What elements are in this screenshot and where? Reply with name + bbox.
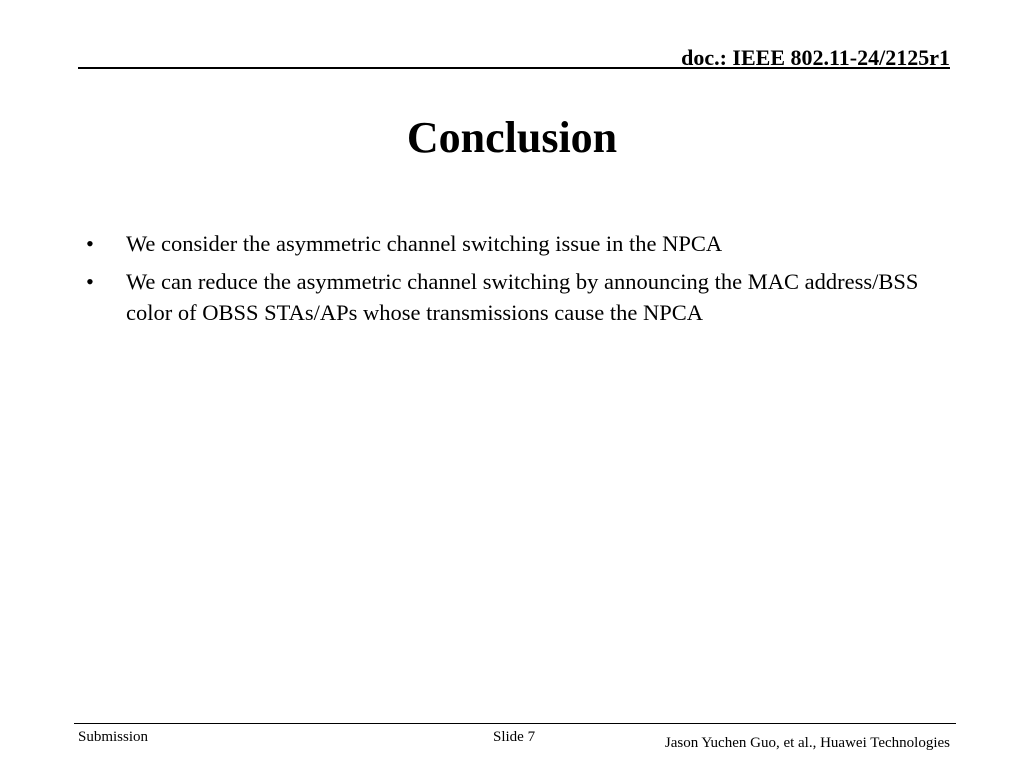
bullet-list bbox=[86, 228, 936, 335]
bullet-text: We consider the asymmetric channel switching issue in the NPCA bbox=[126, 231, 723, 256]
footer-divider bbox=[74, 723, 956, 724]
bullet-icon: • bbox=[86, 269, 94, 294]
bullet-item bbox=[86, 266, 936, 328]
bullet-text: We can reduce the asymmetric channel switching by announcing the MAC address/BSS color of OBSS STAs/APs whose transmissions cause the NPCA bbox=[126, 269, 919, 325]
footer-submission: Submission bbox=[78, 729, 149, 745]
slide-title: Conclusion bbox=[406, 113, 618, 162]
bullet-item bbox=[86, 228, 936, 259]
document-id: doc.: IEEE 802.11-24/2125r1 bbox=[681, 45, 950, 70]
header-divider bbox=[78, 67, 950, 69]
bullet-icon: • bbox=[86, 231, 94, 256]
footer-slide-number: Slide 7 bbox=[493, 729, 536, 745]
footer-authors: Jason Yuchen Guo, et al., Huawei Technologies bbox=[664, 735, 950, 751]
